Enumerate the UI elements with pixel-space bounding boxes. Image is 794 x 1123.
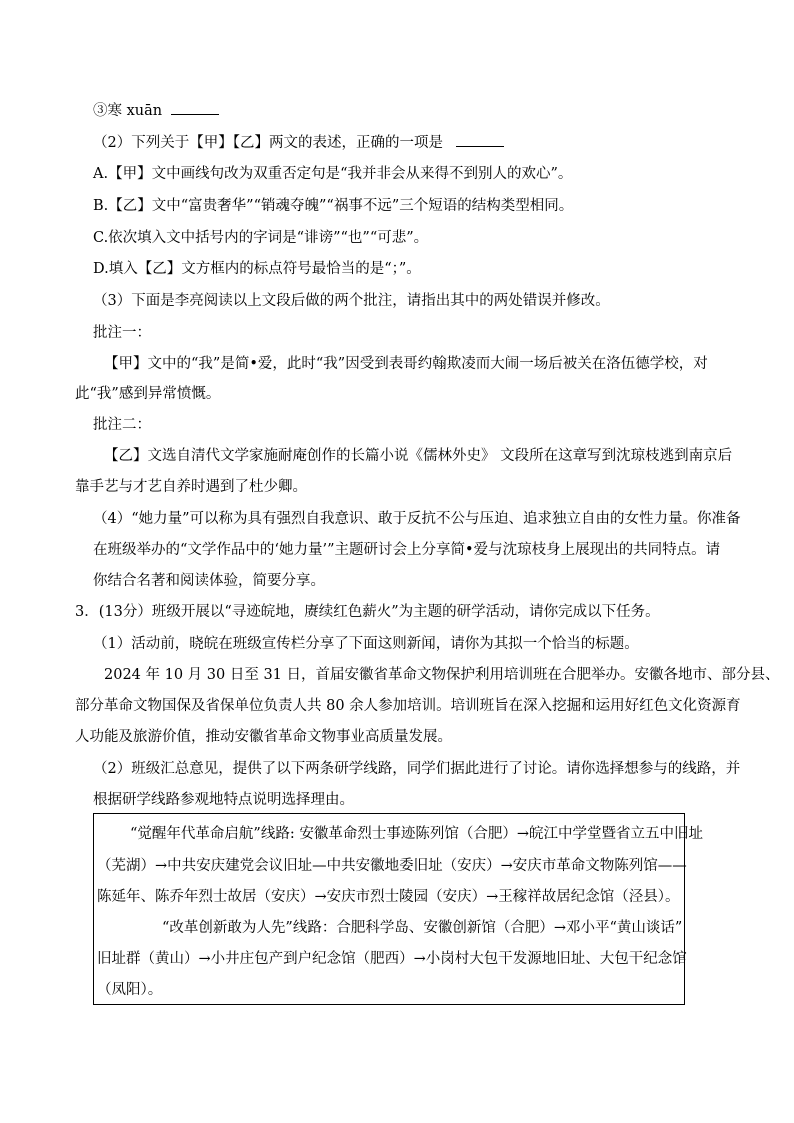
news-line-3: 人功能及旅游价值，推动安徽省革命文物事业高质量发展。 [75,729,452,745]
word-item-3-text: ③寒 xuān [93,103,163,119]
question-3-2-line-1: （2）班级汇总意见，提供了以下两条研学线路，同学们据此进行了讨论。请你选择想参与的线路，并 [93,761,741,777]
question-2-3-stem: （3）下面是李亮阅读以上文段后做的两个批注，请指出其中的两处错误并修改。 [93,293,610,309]
note-1-line-2: 此“我”感到异常愤慨。 [75,386,221,402]
answer-blank[interactable] [171,100,219,115]
route-2-line-1: “改革创新敢为人先”线路：合肥科学岛、安徽创新馆（合肥）→邓小平“黄山谈话” [162,920,683,936]
option-a: A.【甲】文中画线句改为双重否定句是“我并非会从来得不到别人的欢心”。 [93,166,573,182]
news-line-1: 2024 年 10 月 30 日至 31 日，首届安徽省革命文物保护利用培训班在合肥举办。安徽各地市、部分县、 [104,667,780,683]
question-3-stem: 3．(13分）班级开展以“寻迹皖地，赓续红色薪火”为主题的研学活动，请你完成以下任务。 [75,604,660,620]
route-1-line-2: （芜湖）→中共安庆建党会议旧址—中共安徽地委旧址（安庆）→安庆市革命文物陈列馆—— [97,858,687,874]
note-2-line-1: 【乙】文选自清代文学家施耐庵创作的长篇小说《儒林外史》 文段所在这章写到沈琼枝逃到南京后 [104,448,733,464]
news-line-2: 部分革命文物国保及省保单位负责人共 80 余人参加培训。培训班旨在深入挖掘和运用好红色文化资源育 [75,698,741,714]
route-2-line-2: 旧址群（黄山）→小井庄包产到户纪念馆（肥西）→小岗村大包干发源地旧址、大包干纪念馆 [97,951,687,967]
question-stem-text: （2）下列关于【甲】【乙】两文的表述，正确的一项是 [93,135,443,151]
note-2-line-2: 靠手艺与才艺自养时遇到了杜少卿。 [75,479,307,495]
question-2-4-line-2: 在班级举办的“文学作品中的‘她力量’”主题研讨会上分享简•爱与沈琼枝身上展现出的共同特点。请 [93,542,721,558]
option-c: C.依次填入文中括号内的字词是“诽谤”“也”“可悲”。 [93,230,429,246]
question-2-2-stem [93,132,504,153]
option-b: B.【乙】文中“富贵奢华”“销魂夺魄”“祸事不远”三个短语的结构类型相同。 [93,198,574,214]
route-1-line-1: “觉醒年代革命启航”线路: 安徽革命烈士事迹陈列馆（合肥）→皖江中学堂暨省立五中旧址 [130,826,703,842]
question-2-4-line-1: （4）“她力量”可以称为具有强烈自我意识、敢于反抗不公与压迫、追求独立自由的女性力量。你准备 [93,511,741,527]
route-2-line-3: （凤阳）。 [97,982,163,998]
question-3-2-line-2: 根据研学线路参观地特点说明选择理由。 [93,792,354,808]
note-2-title: 批注二： [93,417,151,433]
question-2-4-line-3: 你结合名著和阅读体验，简要分享。 [93,573,325,589]
note-1-line-1: 【甲】文中的“我”是简•爱，此时“我”因受到表哥约翰欺凌而大闹一场后被关在洛伍德学校，对 [104,356,708,372]
option-d: D.填入【乙】文方框内的标点符号最恰当的是“；”。 [93,261,421,277]
answer-blank[interactable] [456,132,504,147]
word-item-3 [93,100,219,121]
route-1-line-3: 陈延年、陈乔年烈士故居（安庆）→安庆市烈士陵园（安庆）→王稼祥故居纪念馆（泾县）。 [97,889,680,905]
note-1-title: 批注一： [93,325,151,341]
question-3-1-stem: （1）活动前，晓皖在班级宣传栏分享了下面这则新闻，请你为其拟一个恰当的标题。 [93,636,639,652]
